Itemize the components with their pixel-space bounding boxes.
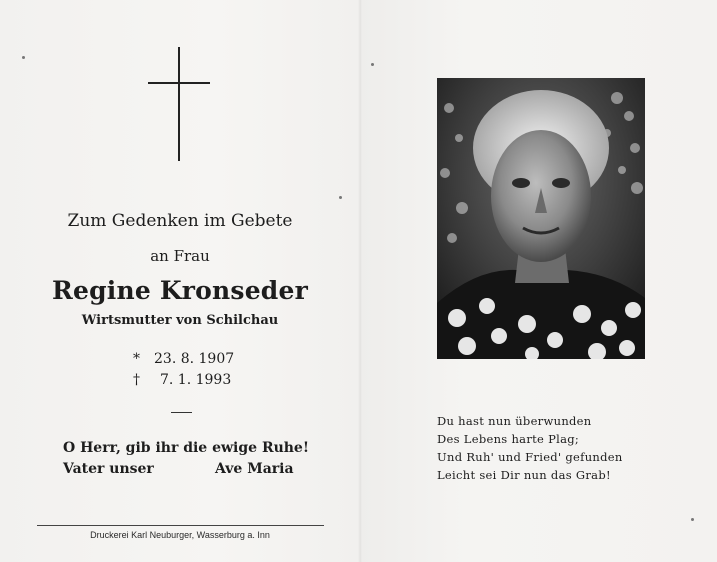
paper-speck [22, 56, 25, 59]
divider-short [171, 412, 192, 413]
printer-divider [37, 525, 324, 526]
prayer-line: O Herr, gib ihr die ewige Ruhe! [63, 440, 309, 456]
poem-line: Und Ruh' und Fried' gefunden [437, 450, 623, 464]
paper-speck [691, 518, 694, 521]
deceased-title: Wirtsmutter von Schilchau [81, 313, 279, 328]
prayer-ave-maria: Ave Maria [215, 461, 294, 477]
intro-text: Zum Gedenken im Gebete [67, 211, 293, 231]
salutation: an Frau [150, 247, 210, 265]
cross-icon [178, 47, 180, 161]
poem-line: Du hast nun überwunden [437, 414, 592, 428]
deceased-name: Regine Kronseder [52, 276, 308, 305]
death-date: 7. 1. 1993 [160, 372, 232, 388]
birth-date: 23. 8. 1907 [154, 351, 235, 367]
paper-speck [339, 196, 342, 199]
poem-line: Des Lebens harte Plag; [437, 432, 580, 446]
memorial-poem [437, 412, 623, 484]
prayer-vater-unser: Vater unser [63, 461, 154, 477]
birth-symbol: * [133, 351, 140, 367]
cross-icon-bar [148, 82, 210, 84]
printer-credit: Druckerei Karl Neuburger, Wasserburg a. Inn [90, 530, 270, 540]
card-fold [358, 0, 362, 562]
portrait-photo [437, 78, 645, 359]
poem-line: Leicht sei Dir nun das Grab! [437, 468, 611, 482]
paper-speck [371, 63, 374, 66]
death-symbol: † [133, 372, 140, 388]
